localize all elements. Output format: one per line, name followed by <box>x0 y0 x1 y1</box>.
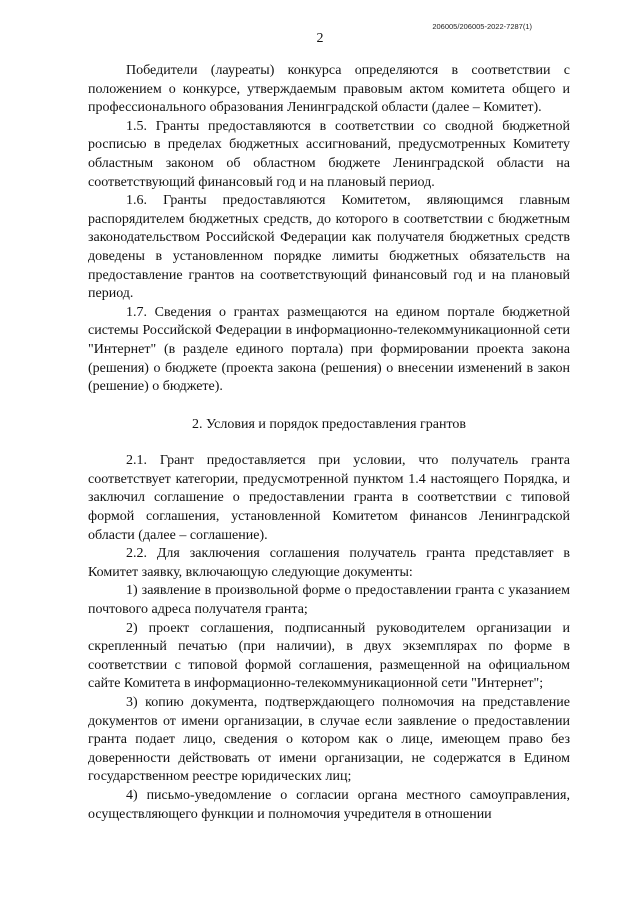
paragraph-1-6: 1.6. Гранты предоставляются Комитетом, являющимся главным распорядителем бюджетных средств, до которого в соответствии с бюджетным законодательством Российской Федерации как получателя бюджетных средств доведены в установленном порядке лимиты бюджетных обязательств на предоставление грантов на соответствующий финансовый год и на плановый период. <box>88 193 570 302</box>
list-item-2: 2) проект соглашения, подписанный руководителем организации и скрепленный печатью (при наличии), в двух экземплярах по форме в соответствии с типовой формой соглашения, размещенной на официальном сайте Комитета в информационно-телекоммуникационной сети "Интернет"; <box>88 620 570 692</box>
list-item-4: 4) письмо-уведомление о согласии органа местного самоуправления, осуществляющего функции и полномочия учредителя в отношении <box>88 787 570 822</box>
paragraph-1-7: 1.7. Сведения о грантах размещаются на едином портале бюджетной системы Российской Федерации в информационно-телекоммуникационной сети "Интернет" (в разделе единого портала) при формировании проекта закона (решения) о бюджете (проекта закона (решения) о внесении изменений в закон (решение) о бюджете). <box>88 304 570 395</box>
page-number: 2 <box>316 31 324 46</box>
document-id: 206005/206005-2022-7287(1) <box>432 22 532 31</box>
document-body <box>88 62 570 824</box>
list-item-3: 3) копию документа, подтверждающего полномочия на представление документов от имени организации, в случае если заявление о предоставлении гранта подает лицо, сведения о котором как о лице, имеющем право без доверенности действовать от имени организации, не содержатся в Едином государственном реестре юридических лиц; <box>88 695 570 785</box>
paragraph-winners: Победители (лауреаты) конкурса определяются в соответствии с положением о конкурсе, утверждаемым правовым актом комитета общего и профессионального образования Ленинградской области (далее – Комитет). <box>88 63 570 116</box>
paragraph-1-5: 1.5. Гранты предоставляются в соответствии со сводной бюджетной росписью в пределах бюджетных ассигнований, предусмотренных Комитету областным законом об областном бюджете Ленинградской области на соответствующий финансовый год и на плановый период. <box>88 118 570 190</box>
paragraph-2-2: 2.2. Для заключения соглашения получатель гранта представляет в Комитет заявку, включающую следующие документы: <box>88 546 570 580</box>
paragraph-2-1: 2.1. Грант предоставляется при условии, что получатель гранта соответствует категории, предусмотренной пунктом 1.4 настоящего Порядка, и заключил соглашение о предоставлении гранта в соответствии с типовой формой соглашения, установленной Комитетом финансов Ленинградской области (далее – соглашение). <box>88 453 570 543</box>
section-heading-2: 2. Условия и порядок предоставления грантов <box>191 416 467 432</box>
list-item-1: 1) заявление в произвольной форме о предоставлении гранта с указанием почтового адреса получателя гранта; <box>88 583 570 618</box>
